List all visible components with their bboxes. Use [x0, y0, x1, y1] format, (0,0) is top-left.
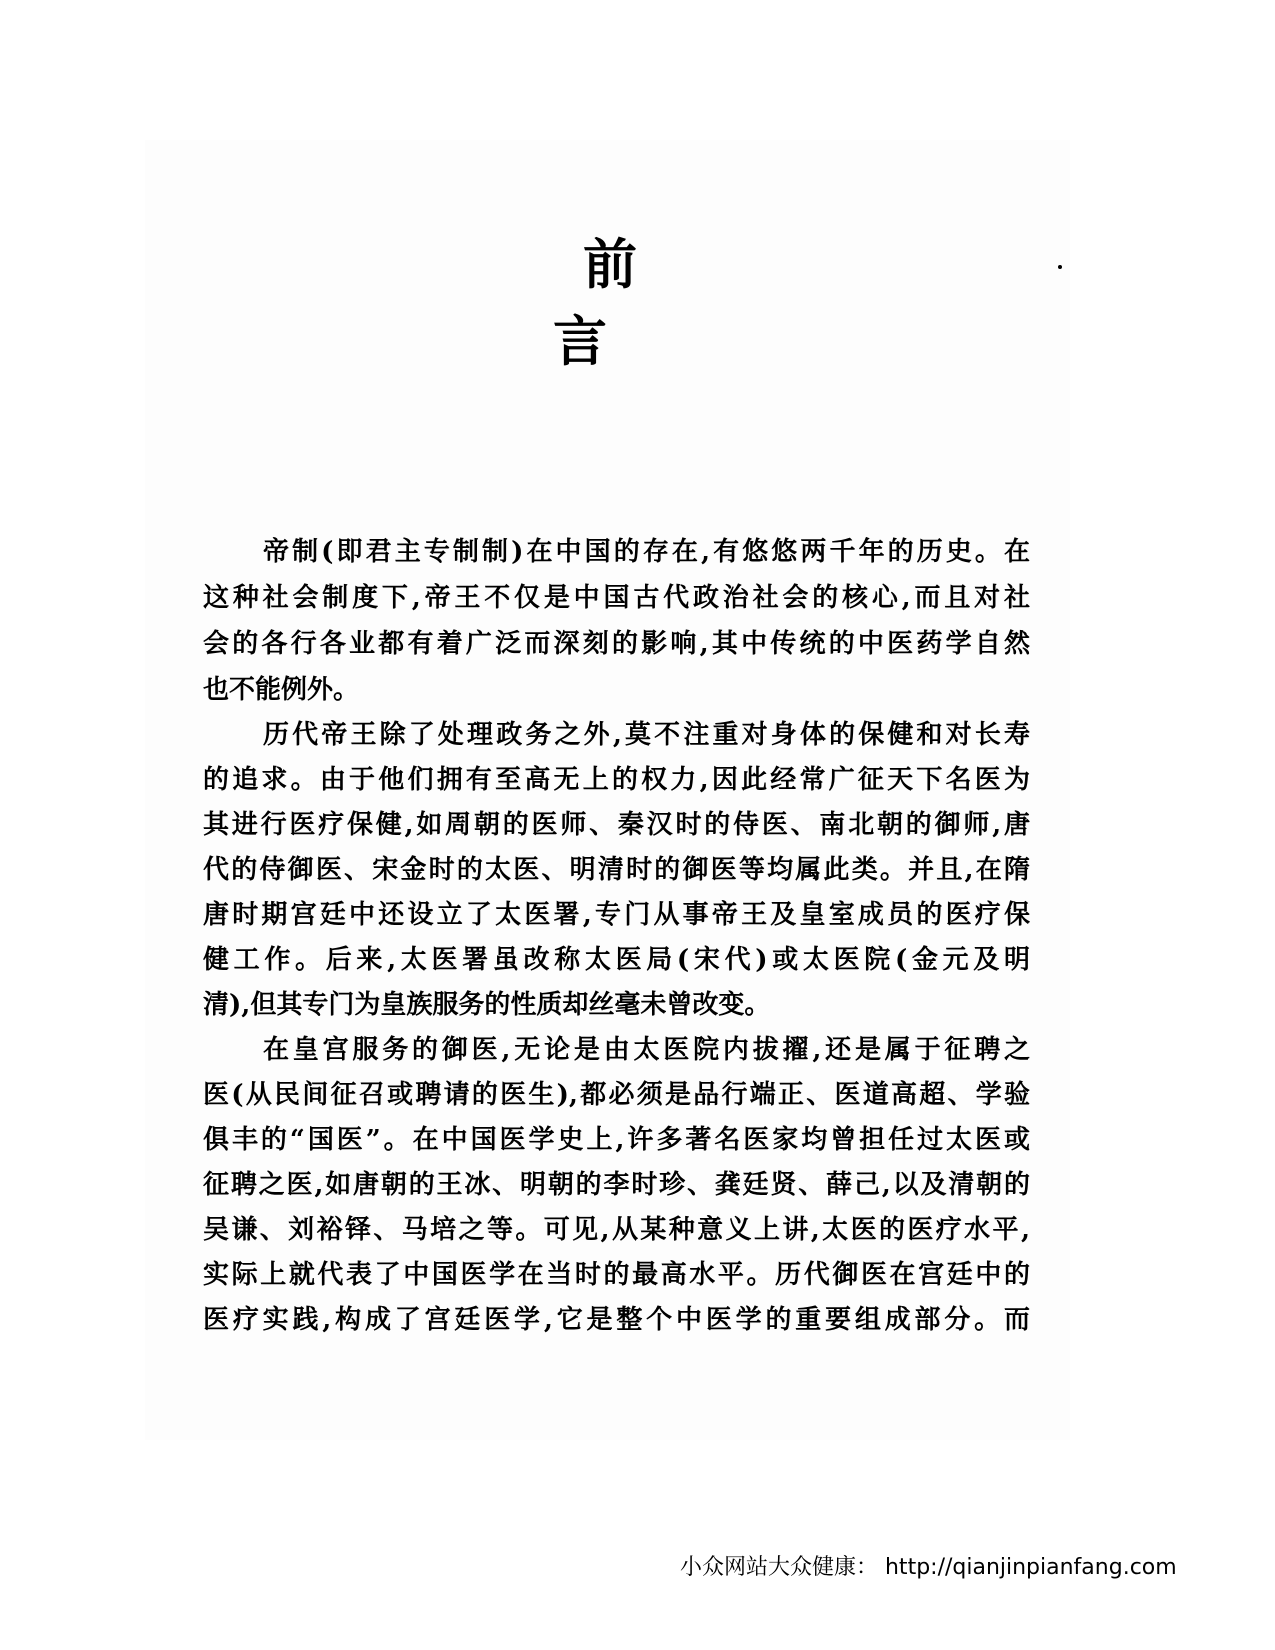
text-line: 医(从民间征召或聘请的医生),都必须是品行端正、医道高超、学验 — [203, 1080, 1030, 1110]
scan-speck — [1058, 265, 1062, 269]
text-line: 这种社会制度下,帝王不仅是中国古代政治社会的核心,而且对社 — [203, 583, 1030, 613]
text-line: 的追求。由于他们拥有至高无上的权力,因此经常广征天下名医为 — [203, 765, 1030, 795]
text-line: 实际上就代表了中国医学在当时的最高水平。历代御医在宫廷中的 — [203, 1260, 1030, 1290]
text-line: 征聘之医,如唐朝的王冰、明朝的李时珍、龚廷贤、薛己,以及清朝的 — [203, 1170, 1030, 1200]
text-line: 其进行医疗保健,如周朝的医师、秦汉时的侍医、南北朝的御师,唐 — [203, 810, 1030, 840]
text-line: 唐时期宫廷中还设立了太医署,专门从事帝王及皇室成员的医疗保 — [203, 900, 1030, 930]
text-line: 代的侍御医、宋金时的太医、明清时的御医等均属此类。并且,在隋 — [203, 855, 1030, 885]
text-line: 清),但其专门为皇族服务的性质却丝毫未曾改变。 — [203, 990, 771, 1020]
text-line: 会的各行各业都有着广泛而深刻的影响,其中传统的中医药学自然 — [203, 629, 1030, 659]
page-title: 前 言 — [553, 232, 697, 373]
text-line: 吴谦、刘裕铎、马培之等。可见,从某种意义上讲,太医的医疗水平, — [203, 1215, 1030, 1245]
text-line: 医疗实践,构成了宫廷医学,它是整个中医学的重要组成部分。而 — [203, 1305, 1030, 1335]
footer-watermark: 小众网站大众健康： http://qianjinpianfang.com — [680, 1555, 1177, 1580]
text-line: 历代帝王除了处理政务之外,莫不注重对身体的保健和对长寿 — [263, 720, 1030, 750]
text-line: 也不能例外。 — [203, 675, 360, 705]
text-line: 俱丰的“国医”。在中国医学史上,许多著名医家均曾担任过太医或 — [203, 1125, 1030, 1155]
text-line: 在皇宫服务的御医,无论是由太医院内拔擢,还是属于征聘之 — [263, 1035, 1030, 1065]
text-line: 健工作。后来,太医署虽改称太医局(宋代)或太医院(金元及明 — [203, 945, 1030, 975]
text-line: 帝制(即君主专制制)在中国的存在,有悠悠两千年的历史。在 — [263, 537, 1030, 567]
